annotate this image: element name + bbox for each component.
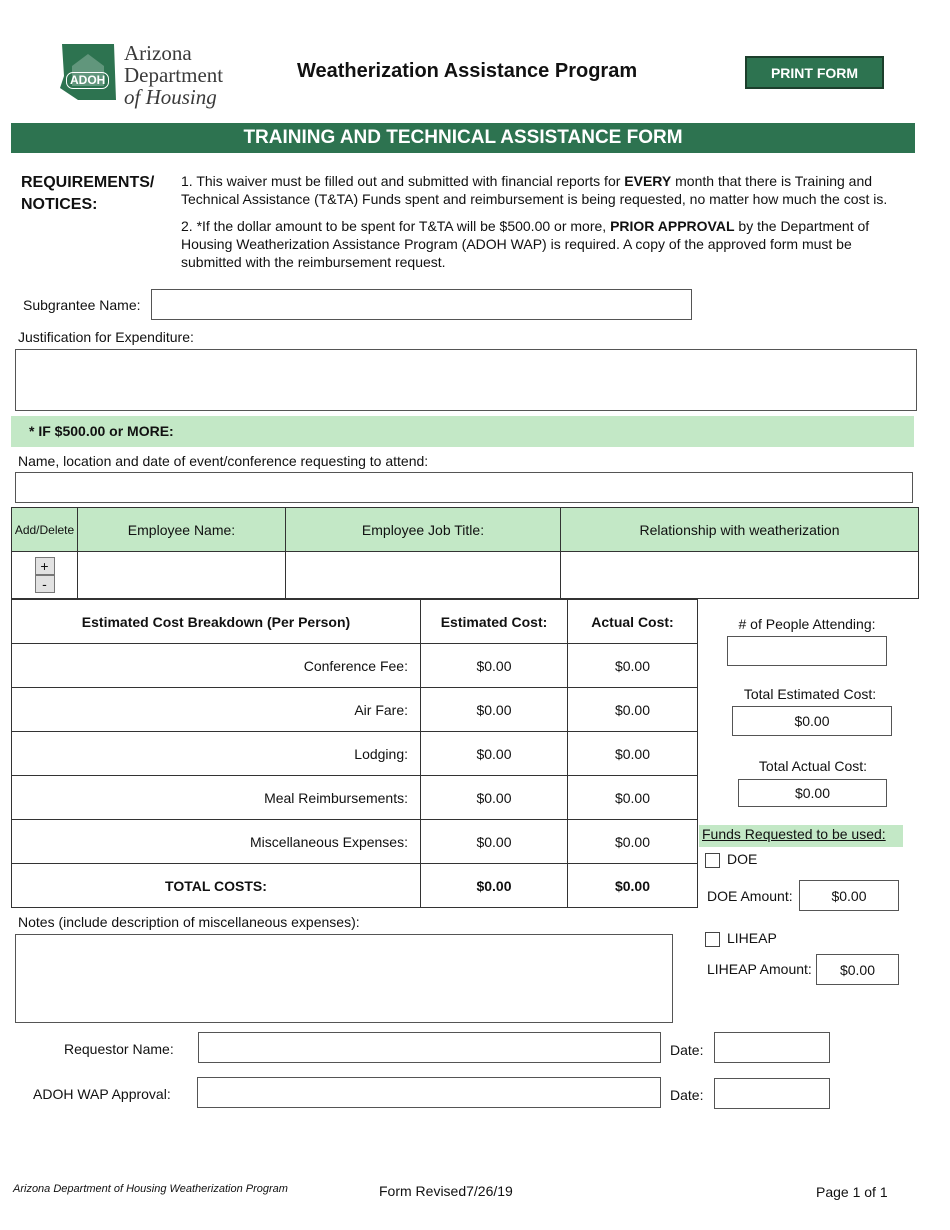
- requestor-date-input[interactable]: [714, 1032, 830, 1063]
- subgrantee-label: Subgrantee Name:: [23, 297, 141, 313]
- logo-line-3: of Housing: [124, 85, 217, 109]
- actual-cost-field[interactable]: $0.00: [568, 688, 698, 732]
- employee-name-input[interactable]: [78, 552, 286, 599]
- table-row: [12, 732, 698, 776]
- total-actual-label: Total Actual Cost:: [758, 758, 868, 774]
- funds-bar: [699, 825, 903, 847]
- logo-line-2: Department: [124, 63, 224, 87]
- add-row-button[interactable]: +: [35, 557, 55, 575]
- notes-label: Notes (include description of miscellaneous expenses):: [18, 914, 360, 930]
- col-cost-breakdown: Estimated Cost Breakdown (Per Person): [12, 600, 421, 644]
- logo-badge: ADOH: [66, 72, 109, 89]
- footer-agency: Arizona Department of Housing Weatherization Program: [13, 1183, 288, 1195]
- liheap-amount-field[interactable]: $0.00: [816, 954, 899, 985]
- requirement-2: 2. *If the dollar amount to be spent for T&TA will be $500.00 or more, PRIOR APPROVAL by the Department of Housing Weatherization Assistance Program (ADOH WAP) is required. A copy of the approved form must be submitted with the reimbursement request.: [181, 218, 870, 270]
- approval-date-input[interactable]: [714, 1078, 830, 1109]
- total-label: TOTAL COSTS:: [12, 864, 421, 908]
- requirements-label-line-1: REQUIREMENTS/: [21, 174, 155, 191]
- event-input[interactable]: [15, 472, 913, 503]
- cost-label: Lodging:: [12, 732, 421, 776]
- requestor-label: Requestor Name:: [64, 1041, 174, 1057]
- cost-label: Conference Fee:: [12, 644, 421, 688]
- total-actual: $0.00: [568, 864, 698, 908]
- col-relationship: Relationship with weatherization: [561, 508, 919, 552]
- page-title: Weatherization Assistance Program: [297, 60, 638, 82]
- people-attending-input[interactable]: [727, 636, 887, 666]
- actual-cost-field[interactable]: $0.00: [568, 732, 698, 776]
- total-estimated-label: Total Estimated Cost:: [743, 686, 877, 702]
- print-form-button[interactable]: PRINT FORM: [745, 56, 884, 89]
- funds-label: Funds Requested to be used:: [702, 826, 886, 842]
- justification-input[interactable]: [15, 349, 917, 411]
- requestor-input[interactable]: [198, 1032, 661, 1063]
- justification-label: Justification for Expenditure:: [18, 329, 194, 345]
- relationship-input[interactable]: [561, 552, 919, 599]
- notes-input[interactable]: [15, 934, 673, 1023]
- cost-label: Air Fare:: [12, 688, 421, 732]
- total-actual-field[interactable]: $0.00: [738, 779, 887, 807]
- liheap-label: LIHEAP: [727, 930, 777, 946]
- logo-line-1: Arizona: [124, 41, 192, 65]
- table-row: [12, 776, 698, 820]
- table-row: [12, 820, 698, 864]
- subgrantee-input[interactable]: [151, 289, 692, 320]
- estimated-cost-field[interactable]: $0.00: [421, 732, 568, 776]
- cost-label: Miscellaneous Expenses:: [12, 820, 421, 864]
- estimated-cost-field[interactable]: $0.00: [421, 776, 568, 820]
- employee-table: [11, 507, 919, 599]
- requestor-date-label: Date:: [670, 1042, 704, 1058]
- cost-table: [11, 599, 698, 908]
- col-employee-name: Employee Name:: [78, 508, 286, 552]
- approval-date-label: Date:: [670, 1087, 704, 1103]
- doe-checkbox[interactable]: [705, 853, 720, 868]
- table-row: [12, 688, 698, 732]
- estimated-cost-field[interactable]: $0.00: [421, 644, 568, 688]
- event-label: Name, location and date of event/conference requesting to attend:: [18, 453, 429, 469]
- job-title-input[interactable]: [286, 552, 561, 599]
- people-attending-label: # of People Attending:: [738, 616, 876, 632]
- col-actual-cost: Actual Cost:: [568, 600, 698, 644]
- total-row: [12, 864, 698, 908]
- estimated-cost-field[interactable]: $0.00: [421, 688, 568, 732]
- approval-input[interactable]: [197, 1077, 661, 1108]
- estimated-cost-field[interactable]: $0.00: [421, 820, 568, 864]
- actual-cost-field[interactable]: $0.00: [568, 644, 698, 688]
- delete-row-button[interactable]: -: [35, 575, 55, 593]
- form-title: TRAINING AND TECHNICAL ASSISTANCE FORM: [243, 127, 683, 148]
- col-estimated-cost: Estimated Cost:: [421, 600, 568, 644]
- doe-amount-field[interactable]: $0.00: [799, 880, 899, 911]
- approval-label: ADOH WAP Approval:: [33, 1086, 171, 1102]
- col-job-title: Employee Job Title:: [286, 508, 561, 552]
- footer-page: Page 1 of 1: [816, 1184, 888, 1200]
- requirement-1: 1. This waiver must be filled out and submitted with financial reports for EVERY month that there is Training and Technical Assistance (T&TA) Funds spent and reimbursement is being requested, no matter how much the cost is.: [181, 173, 888, 207]
- total-estimated-field[interactable]: $0.00: [732, 706, 892, 736]
- liheap-amount-label: LIHEAP Amount:: [707, 961, 812, 977]
- actual-cost-field[interactable]: $0.00: [568, 776, 698, 820]
- table-row: [12, 552, 919, 599]
- doe-label: DOE: [727, 851, 758, 867]
- total-estimated: $0.00: [421, 864, 568, 908]
- col-add-delete: Add/Delete: [12, 508, 78, 552]
- requirements-label-line-2: NOTICES:: [21, 196, 98, 213]
- liheap-checkbox[interactable]: [705, 932, 720, 947]
- threshold-label: * IF $500.00 or MORE:: [29, 423, 174, 439]
- footer-revision: Form Revised7/26/19: [379, 1183, 513, 1199]
- doe-amount-label: DOE Amount:: [707, 888, 793, 904]
- agency-logo: [58, 41, 238, 109]
- cost-label: Meal Reimbursements:: [12, 776, 421, 820]
- table-row: [12, 644, 698, 688]
- actual-cost-field[interactable]: $0.00: [568, 820, 698, 864]
- form-title-banner: [11, 123, 915, 153]
- threshold-bar: [11, 416, 914, 447]
- requirements-label: [21, 172, 154, 216]
